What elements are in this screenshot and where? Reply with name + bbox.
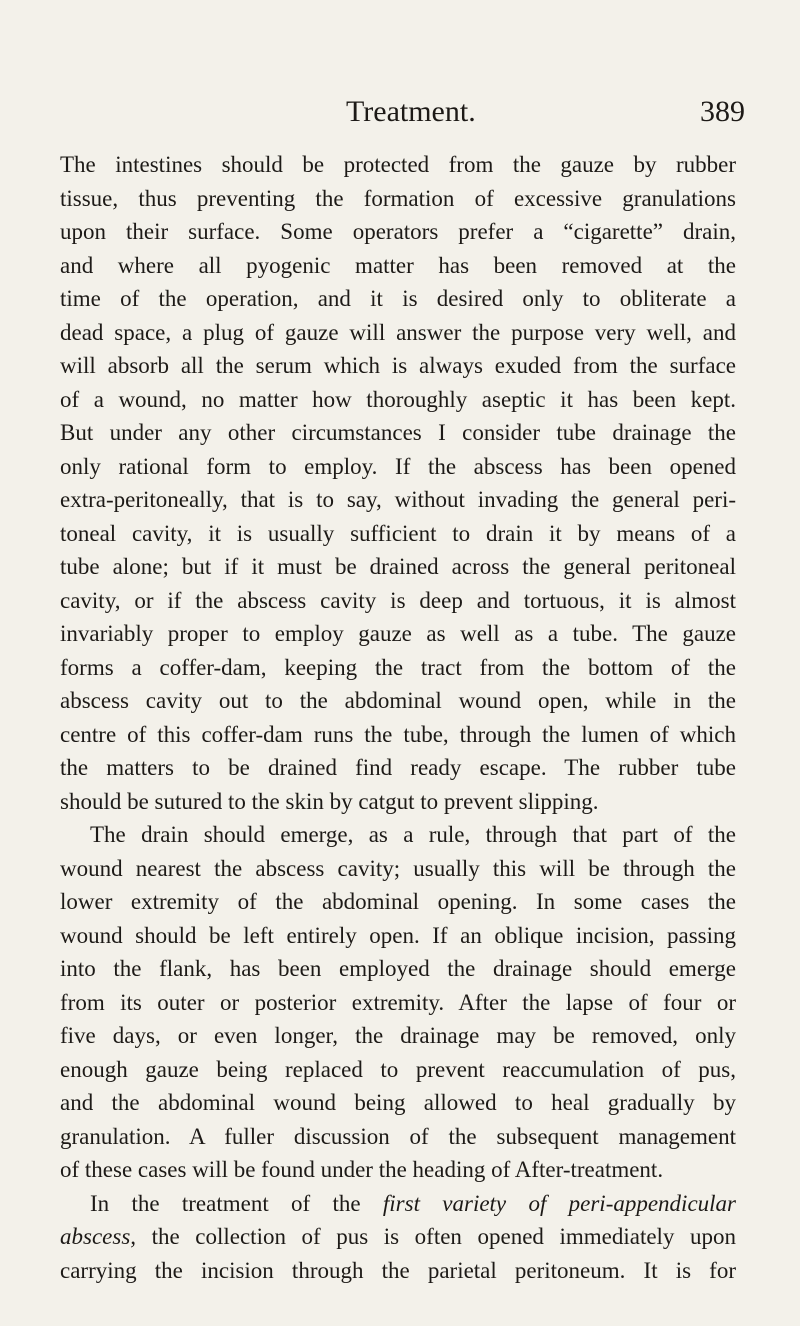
text-line: of a wound, no matter how thoroughly aseptic it has been kept. [60,386,736,412]
text-line: But under any other circumstances I consider tube drainage the [60,420,736,445]
text-line: toneal cavity, it is usually sufficient to drain it by means of a [60,520,736,546]
text-run: the collection of pus is often opened immediately upon [151,1224,736,1249]
paragraph-start-line: The drain should emerge, as a rule, through that part of the [90,822,736,847]
text-line: abscess cavity out to the abdominal wound open, while in the [60,688,736,713]
text-line: the matters to be drained find ready escape. The rubber tube [60,755,736,780]
text-line: wound should be left entirely open. If an oblique incision, passing [60,922,736,948]
text-line: and where all pyogenic matter has been removed at the [60,252,736,278]
text-line: of these cases will be found under the heading of After-treatment. [60,1157,664,1182]
text-line: centre of this coffer-dam runs the tube, through the lumen of which [60,721,736,747]
text-line: tube alone; but if it must be drained across the general peritoneal [60,554,736,579]
text-line: cavity, or if the abscess cavity is deep and tortuous, it is almost [60,587,736,613]
text-line: from its outer or posterior extremity. After the lapse of four or [60,989,736,1015]
text-line: invariably proper to employ gauze as well as a tube. The gauze [60,621,736,646]
text-line [60,1220,736,1254]
text-line: enough gauze being replaced to prevent reaccumulation of pus, [60,1056,736,1082]
text-line: only rational form to employ. If the abscess has been opened [60,453,736,479]
text-line: time of the operation, and it is desired only to obliterate a [60,286,736,311]
text-line: lower extremity of the abdominal opening. In some cases the [60,889,736,914]
italic-run: first variety of peri-appendicular [382,1190,736,1216]
body-text [60,148,736,1287]
text-line: will absorb all the serum which is always exuded from the surface [60,353,736,378]
text-line: extra-peritoneally, that is to say, without invading the general peri- [60,487,736,512]
text-line: carrying the incision through the parietal peritoneum. It is for [60,1257,736,1283]
page-number: 389 [700,95,745,128]
running-head [0,94,800,134]
italic-run: abscess, [60,1224,137,1249]
text-line: and the abdominal wound being allowed to heal gradually by [60,1090,736,1115]
text-line: tissue, thus preventing the formation of excessive granulations [60,185,736,211]
text-line: wound nearest the abscess cavity; usually this will be through the [60,855,736,881]
text-line: forms a coffer-dam, keeping the tract from the bottom of the [60,654,736,680]
text-line: The intestines should be protected from the gauze by rubber [60,152,736,177]
text-run: In the treatment of the [90,1190,361,1216]
text-line: five days, or even longer, the drainage may be removed, only [60,1023,736,1048]
text-line: dead space, a plug of gauze will answer the purpose very well, and [60,319,736,345]
text-line: upon their surface. Some operators prefer a “cigarette” drain, [60,219,736,244]
paragraph-start-line [60,1187,736,1221]
running-head-title: Treatment. [346,95,476,128]
text-line: should be sutured to the skin by catgut to prevent slipping. [60,788,599,814]
text-line: granulation. A fuller discussion of the subsequent management [60,1123,736,1149]
text-line: into the flank, has been employed the drainage should emerge [60,956,736,981]
